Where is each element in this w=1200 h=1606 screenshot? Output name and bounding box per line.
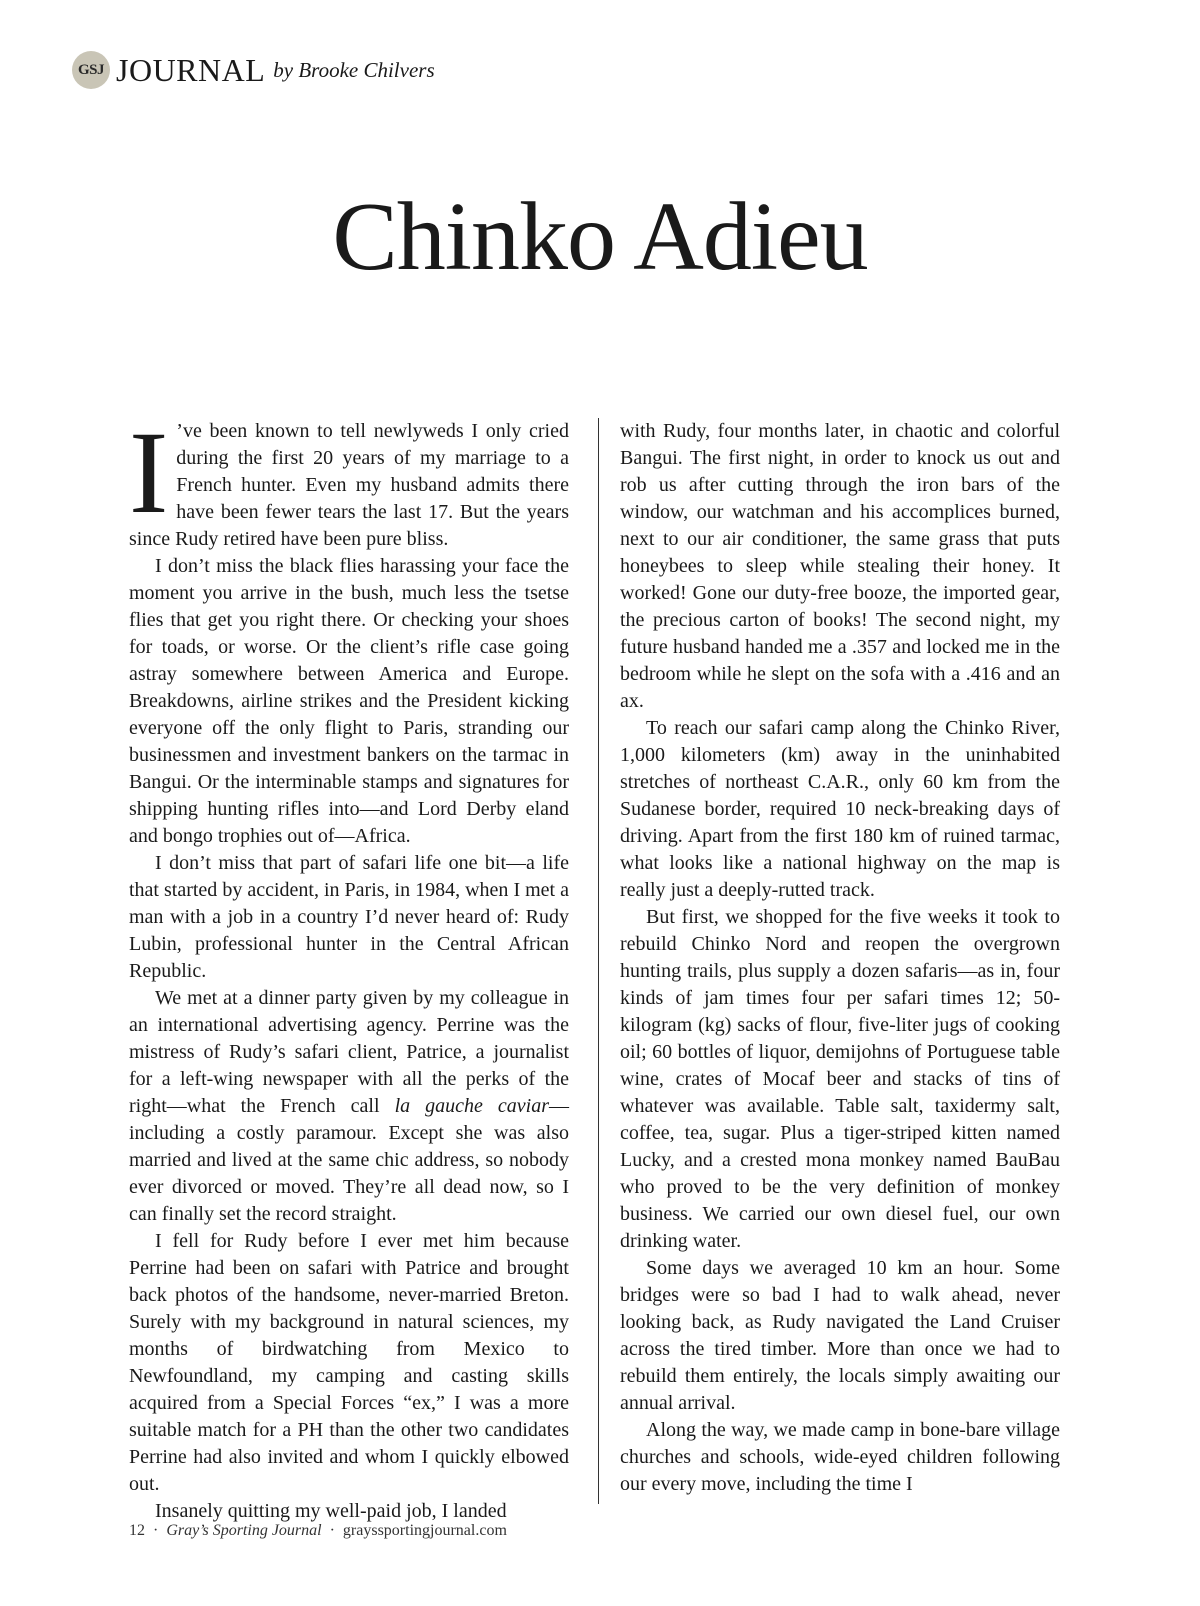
paragraph: I fell for Rudy before I ever met him because Perrine had been on safari with Patrice and brought back photos of the handsome, never-married Breton. Surely with my background in natural sciences, my months of birdwatching from Mexico to Newfoundland, my camping and casting skills acquired from a Special Forces “ex,” I was a more suitable match for a PH than the other two candidates Perrine had also invited and whom I quickly elbowed out. (129, 1230, 569, 1495)
paragraph: I don’t miss the black flies harassing your face the moment you arrive in the bush, much less the tsetse flies that get you right there. Or checking your shoes for toads, or worse. Or the client’s rifle case going astray somewhere between America and Europe. Breakdowns, airline strikes and the President kicking everyone off the only flight to Paris, stranding our businessmen and investment bankers on the tarmac in Bangui. Or the interminable stamps and signatures for shipping hunting rifles into—and Lord Derby eland and bongo trophies out of—Africa. (129, 555, 569, 847)
paragraph: Along the way, we made camp in bone-bare village churches and schools, wide-eyed children following our every move, including the time I (620, 1419, 1060, 1495)
drop-cap: I (129, 407, 169, 538)
paragraph: with Rudy, four months later, in chaotic and colorful Bangui. The first night, in order to knock us out and rob us after cutting through the iron bars of the window, our watchman and his accomplices burned, next to our air conditioner, the same grass that puts honeybees to sleep while stealing their honey. It worked! Gone our duty-free booze, the imported gear, the precious carton of books! The second night, my future husband handed me a .357 and locked me in the bedroom while he slept on the sofa with a .416 and an ax. (620, 420, 1060, 712)
byline: by Brooke Chilvers (273, 57, 435, 82)
paragraph: To reach our safari camp along the Chinko River, 1,000 kilometers (km) away in the uninhabited stretches of northeast C.A.R., only 60 km from the Sudanese border, required 10 neck-breaking days of driving. Apart from the first 180 km of ruined tarmac, what looks like a national highway on the map is really just a deeply-rutted track. (620, 717, 1060, 901)
footer-separator: · (153, 1522, 159, 1539)
magazine-name: Gray’s Sporting Journal (166, 1522, 322, 1539)
footer-separator: · (329, 1522, 335, 1539)
italic-phrase: la gauche caviar (394, 1095, 549, 1117)
paragraph: We met at a dinner party given by my colleague in an international advertising agency. Perrine was the mistress of Rudy’s safari client, Patrice, a journalist for a left-wing newspaper with all the perks of the right—what the French call la gauche caviar—including a costly paramour. Except she was also married and lived at the same chic address, so nobody ever divorced or moved. They’re all dead now, so I can finally set the record straight. (129, 987, 569, 1225)
gsj-logo-badge: GSJ (72, 51, 110, 89)
paragraph: I ’ve been known to tell newlyweds I only cried during the first 20 years of my marriage to a French hunter. Even my husband admits there have been fewer tears the last 17. But the years since Rudy retired have been pure bliss. (129, 407, 569, 550)
article-title: Chinko Adieu (332, 183, 868, 291)
paragraph: But first, we shopped for the five weeks it took to rebuild Chinko Nord and reopen the overgrown hunting trails, plus supply a dozen safaris—as in, four kinds of jam times four per safari times 12; 50-kilogram (kg) sacks of flour, five-liter jugs of cooking oil; 60 bottles of liquor, demijohns of Portuguese table wine, crates of Mocaf beer and stacks of tins of whatever was available. Table salt, taxidermy salt, coffee, tea, sugar. Plus a tiger-striped kitten named Lucky, and a crested mona monkey named BauBau who proved to be the very definition of monkey business. We carried our own diesel fuel, our own drinking water. (620, 906, 1060, 1252)
paragraph: Insanely quitting my well-paid job, I landed (155, 1500, 507, 1522)
right-column (620, 418, 1060, 1498)
website-url: grayssportingjournal.com (342, 1522, 507, 1539)
page-footer (129, 1522, 507, 1540)
paragraph: Some days we averaged 10 km an hour. Some bridges were so bad I had to walk ahead, never looking back, as Rudy navigated the Land Cruiser across the tired timber. More than once we had to rebuild them entirely, the locals simply awaiting our annual arrival. (620, 1257, 1060, 1414)
column-divider (598, 418, 599, 1504)
left-column (129, 407, 569, 1525)
paragraph: I don’t miss that part of safari life one bit—a life that started by accident, in Paris, in 1984, when I met a man with a job in a country I’d never heard of: Rudy Lubin, professional hunter in the Central African Republic. (129, 852, 569, 982)
masthead (72, 50, 435, 90)
section-name: JOURNAL (116, 52, 266, 88)
page-number: 12 (129, 1522, 145, 1539)
